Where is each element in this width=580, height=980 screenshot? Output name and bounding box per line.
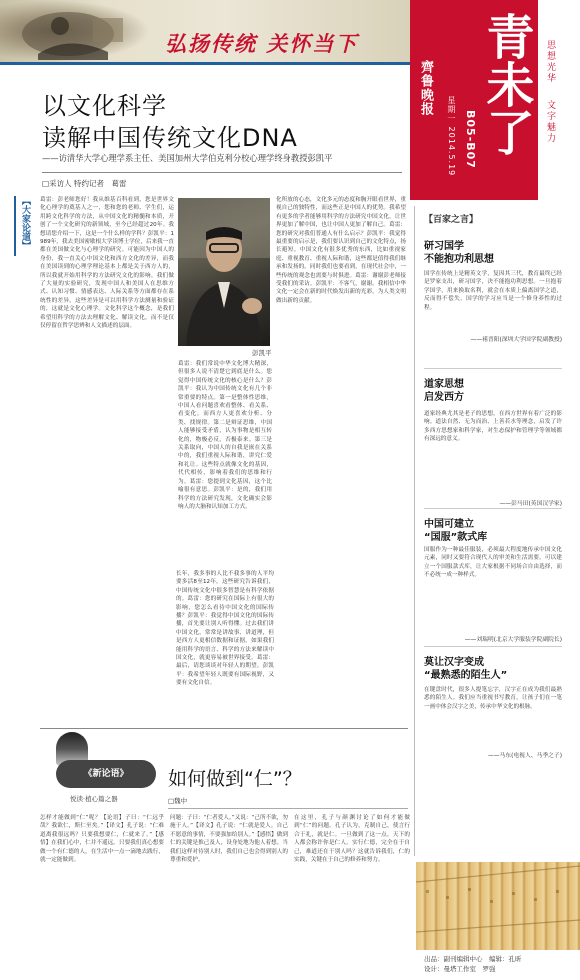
sidebar-item-2-title bbox=[424, 378, 464, 404]
headline-rule bbox=[42, 172, 402, 173]
interview-column-1: 葛雷：彭老师您好！我从维基百科看到，您是世界文化心理学的奠基人之一，您和您的老师、学生们，运用跨文化科学的方法，从中国文化的精髓和本质，开创了一个文化研究的新领域，至今已经超过20年。我想请您介绍一下，这是一个什么样的学科？彭凯平：1989年，我去美国密歇根大学读博士学位，后来我一直都在美国做文化与心理学的研究。可能因为中国人的身份，我一直关心中国文化和西方文化的差异，而我在美国读到的心理学理论基本上都是关于西方人的，所以我就开始用科学的方法研究文化的影响。我们做了大量的实验研究，发现中国人和美国人在思维方式、认知习惯、情感表达、人际关系等方面都存在系统性的差异，这些差异是可以用科学方法测量和验证的，这就是文化心理学。文化科学这个概念，是我们希望用科学的方法去理解文化、解读文化，而不是仅仅停留在哲学思辨和人文描述的层面。 bbox=[40, 197, 174, 330]
sidebar-header: 【百家之言】 bbox=[424, 215, 479, 225]
sidebar-rule-3 bbox=[424, 646, 562, 647]
sidebar-item-3-title-line-1: 中国可建立 bbox=[424, 519, 474, 530]
interview-column-2: 葛雷：我们常说中华文化博大精深，但很多人说不清楚它到底是什么。您觉得中国传统文化的核心是什么？彭凯平：我认为中国传统文化有几个非常重要的特点。第一是整体性思维，中国人看问题喜欢看整体、看关系、看变化，而西方人更喜欢分析、分类、找规律。第二是辩证思维，中国人能够接受矛盾，认为事物是相互转化的，物极必反，否极泰来。第三是关系取向，中国人的自我是嵌在关系中的，我们重视人际和谐，讲究仁爱和礼让。这些特点就像文化的基因，代代相传，影响着我们的思维和行为。葛雷：您提到文化基因，这个比喻很有意思。彭凯平：是的，我们用科学的方法研究发现，文化确实会影响人的大脑和认知加工方式。 bbox=[178, 361, 272, 510]
date: 2014.5.19 bbox=[447, 126, 456, 177]
sidebar-item-4-text: 在键盘时代，很多人提笔忘字，汉字正在成为我们最熟悉的陌生人。我们应当重视书写教育，让孩子们在一笔一画中体会汉字之美，传承中华文化的根脉。 bbox=[424, 687, 562, 710]
sidebar-item-3-text: 国服作为一种最佳服装，必须最大程度地传承中国文化元素，同时又要符合现代人的审美和生活需要。可以建立一个国服款式库，让大家根据不同场合自由选择，而不必统一成一种样式。 bbox=[424, 547, 562, 579]
sidebar-rule-1 bbox=[424, 368, 562, 369]
headline-line-1: 以文化科学 bbox=[42, 92, 167, 120]
page-credits bbox=[424, 954, 522, 974]
scholar-illustration bbox=[8, 4, 148, 60]
headline-line-2: 读解中国传统文化DNA bbox=[42, 124, 298, 152]
bamboo-texture bbox=[416, 862, 580, 950]
sidebar-item-1-title bbox=[424, 240, 494, 266]
analects-column-label: 《新论语》 bbox=[56, 760, 156, 788]
interview-column-3: 长年，我多事的人比不我多事的人平均要多活8至12年。这些研究告诉我们，中国传统文化中很多智慧是有科学依据的。葛雷：您的研究在国际上有很大的影响，您怎么看待中国文化的国际传播？彭凯平：我觉得中国文化的国际传播，首先要让别人听得懂。过去我们讲中国文化，常常是讲故事、讲道理，但是西方人更相信数据和证据。如果我们能用科学的语言、科学的方法来解读中国文化，就更容易被世界接受。葛雷：最后，请您谈谈对年轻人的期望。彭凯平：我希望年轻人既要有国际视野，又要有文化自信。 bbox=[176, 570, 274, 724]
analects-rule bbox=[168, 808, 408, 809]
analects-column-2: 问题：子曰：“仁者爱人。”又说：“己所不欲，勿施于人。”【译文】孔子说：“仁就是爱人。自己不愿意的事情，不要强加给别人。”【感悟】做到仁的关键是推己及人，设身处地为他人着想。当我们这样对待别人时，我们自己也会得到别人的尊重和爱护。 bbox=[170, 815, 288, 864]
sidebar-item-3-title bbox=[424, 518, 487, 544]
credits-editor: 出品：副刊编辑中心 编辑：孔昕 bbox=[424, 955, 522, 963]
sidebar-item-1-author: ——褚晋阳(深圳大学国学院副教授) bbox=[470, 337, 562, 343]
issue-date bbox=[446, 96, 457, 176]
banner-slogan: 弘扬传统 关怀当下 bbox=[165, 31, 359, 56]
sidebar-item-4-title-line-1: 莫让汉字变成 bbox=[424, 657, 484, 668]
tagline-2: 文字魅力 bbox=[545, 100, 555, 144]
column-label: 【大家论道】 bbox=[14, 196, 32, 256]
bamboo-slips-image bbox=[416, 862, 580, 950]
photo-caption: 彭凯平 bbox=[252, 349, 272, 357]
section-rule bbox=[40, 728, 408, 729]
credits-design: 设计：曼塔工作室 罗强 bbox=[424, 965, 496, 973]
weekday: 星期一 bbox=[447, 96, 456, 123]
sidebar-divider bbox=[414, 206, 415, 856]
sidebar-item-4-title-line-2: “最熟悉的陌生人” bbox=[424, 670, 508, 681]
analects-column-1: 怎样才能做到“仁”呢？【论语】子曰：“仁远乎哉？我欲仁，斯仁至矣。”【译文】孔子说：“仁难道离我很远吗？只要我想要仁，仁就来了。”【感悟】在我们心中，仁并不遥远。只要我们真心想要做一个有仁德的人，在生活中一点一滴地去践行，就一定能做到。 bbox=[40, 815, 164, 864]
sidebar-item-4-author: ——马东(电视人、马季之子) bbox=[487, 753, 562, 759]
newspaper-logo: 齊鲁晚报 bbox=[418, 60, 433, 116]
sidebar-item-3-author: ——刘瑞明(北京大学服装学院副院长) bbox=[464, 637, 562, 643]
byline: □采访人 特约记者 葛雷 bbox=[42, 179, 127, 188]
tagline-1: 思想光华 bbox=[545, 40, 555, 84]
section-title: 青未了 bbox=[478, 12, 534, 156]
sidebar-item-4-title bbox=[424, 656, 507, 682]
analects-title: 如何做到“仁”？ bbox=[168, 768, 302, 790]
page-range: B05-B07 bbox=[464, 110, 477, 169]
sidebar-item-2-text: 道家经典尤其是老子的思想，在西方世界有着广泛的影响。道法自然、无为而治、上善若水等理念，启发了许多西方思想家和科学家，对生态保护和管理学等领域都有深远的意义。 bbox=[424, 411, 562, 443]
banner-divider bbox=[0, 62, 410, 65]
sidebar-item-2-author: ——彭马田(英国汉学家) bbox=[499, 501, 562, 507]
sidebar-item-1-text: 国学在传统上是精英文学，复因其三代，教育最终已经是罗家支出，研习国学，决不能抱功利思想。一旦抱着学国学，用来换取名利，就会在本质上偏离国学之道，反而得不偿失。国学的学习应当是一个修身养性的过程。 bbox=[424, 271, 562, 311]
sidebar-item-3-title-line-2: “国服”款式库 bbox=[424, 532, 488, 543]
analects-column-sub: 悦读·植心篇之器 bbox=[70, 795, 118, 803]
headline-subtitle: ——访清华大学心理学系主任、美国加州大学伯克利分校心理学终身教授彭凯平 bbox=[42, 153, 333, 163]
sidebar-item-1-title-line-2: 不能抱功利思想 bbox=[424, 254, 494, 265]
analects-author: □魏中 bbox=[168, 797, 188, 805]
interviewee-photo bbox=[178, 198, 270, 346]
portrait-image bbox=[178, 198, 270, 346]
interview-column-4: 化所放的心态，文化多元的态度和胸开眼看世界，重视自己的独特性，而这些正是中国人的优势。我希望有更多的学者能够用科学的方法研究中国文化，让世界更加了解中国，也让中国人更加了解自己。葛雷：您的研究对我们普通人有什么启示？彭凯平：我觉得最重要的启示是，我们要认识到自己的文化特点，扬长避短。中国文化有很多优秀的东西，比如重视家庭、重视教育、重视人际和谐，这些都是值得我们继承和发扬的。同时我们也要看到，在现代社会中，一些传统的观念也需要与时俱进。葛雷：谢谢彭老师接受我们的采访。彭凯平：不客气，谢谢。我相信中华文化一定会在新的时代焕发出新的光彩，为人类文明做出新的贡献。 bbox=[276, 197, 406, 304]
analects-column-3: 在这里，孔子与颜渊讨论了如何才能做到“仁”的问题。孔子认为，克制自己，使言行合于礼，就是仁。一旦做到了这一点，天下的人都会称许你是仁人。实行仁德，完全在于自己，难道还在于别人吗？这就告诉我们，仁的实践，关键在于自己的修养和努力。 bbox=[294, 815, 410, 864]
masthead-banner bbox=[0, 0, 410, 62]
sidebar-item-1-title-line-1: 研习国学 bbox=[424, 241, 464, 252]
sidebar-item-2-title-line-2: 启发西方 bbox=[424, 392, 464, 403]
sidebar-rule-2 bbox=[424, 508, 562, 509]
sidebar-item-2-title-line-1: 道家思想 bbox=[424, 379, 464, 390]
